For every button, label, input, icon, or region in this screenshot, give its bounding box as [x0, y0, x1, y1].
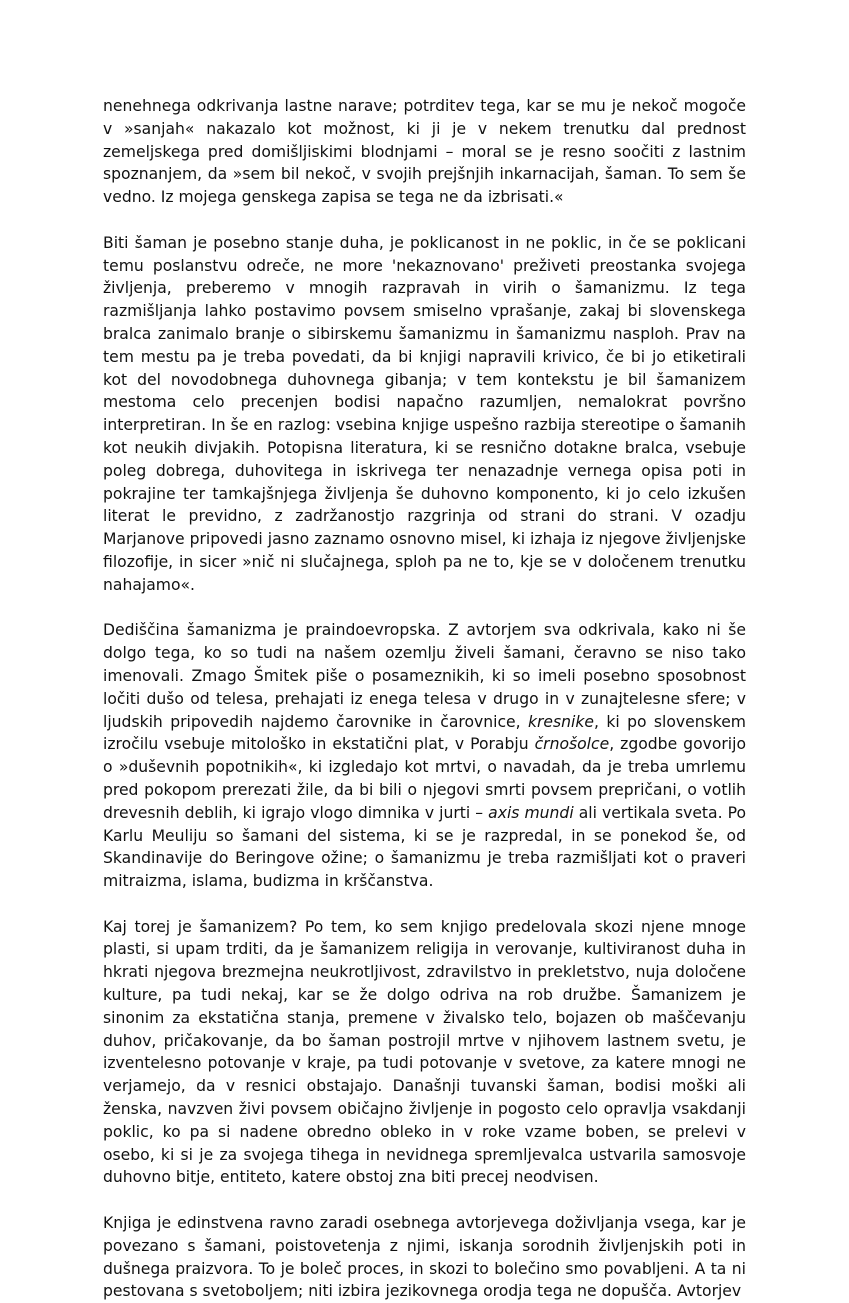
paragraph-3-text-1: Dediščina šamanizma je praindoevropska. Z avtorjem sva odkrivala, kako ni še dolgo tega, ko so tudi na našem ozemlju živeli šamani, čeravno se niso tako imenovali. Zmago Šmitek piše o posameznikih, ki so imeli posebno sposobnost ločiti dušo od telesa, prehajati iz enega telesa v drugo in v zunajtelesne sfere; v ljudskih pripovedih najdemo čarovnike in čarovnice,: [103, 621, 746, 731]
paragraph-1: [103, 95, 746, 209]
term-kresniki: kresnike: [527, 712, 594, 731]
paragraph-2: [103, 232, 746, 597]
paragraph-3-text-3: , zgodbe govorijo o »duševnih popotnikih«, ki izgledajo kot mrtvi, o navadah, da je treba umrlemu pred pokopom prerezati žile, da bi bili o njegovi smrti povsem prepričani, o votlih drevesnih deblih, ki igrajo vlogo dimnika v jurti –: [103, 735, 747, 822]
paragraph-5: [103, 1212, 746, 1303]
paragraph-1-text: nenehnega odkrivanja lastne narave; potrditev tega, kar se mu je nekoč mogoče v »sanjah« nakazalo kot možnost, ki ji je v nekem trenutku dal prednost zemeljskega pred domišljiskimi blodnjami – moral se je resno soočiti z lastnim spoznanjem, da »sem bil nekoč, v svojih prejšnjih inkarnacijah, šaman. To sem še vedno. Iz mojega genskega zapisa se tega ne da izbrisati.«: [103, 97, 746, 207]
term-axis-mundi: axis mundi: [488, 803, 574, 822]
paragraph-4-text: Kaj torej je šamanizem? Po tem, ko sem knjigo predelovala skozi njene mnoge plasti, si upam trditi, da je šamanizem religija in verovanje, kultiviranost duha in hkrati njegova brezmejna neukrotljivost, zdravilstvo in prekletstvo, nuja določene kulture, pa tudi nekaj, kar se že dolgo odriva na rob družbe. Šamanizem je sinonim za ekstatična stanja, premene v živalsko telo, bojazen ob maščevanju duhov, pričakovanje, da bo šaman postrojil mrtve v njihovem lastnem svetu, je izventelesno potovanje v kraje, pa tudi potovanje v svetove, za katere mnogi ne verjamejo, da v resnici obstajajo. Današnji tuvanski šaman, bodisi moški ali ženska, navzven živi povsem običajno življenje in pogosto celo opravlja vsakdanji poklic, ko pa si nadene obredno obleko in v roke vzame boben, se prelevi v osebo, ki si je za svojega tihega in nevidnega spremljevalca ustvarila samosvoje duhovno bitje, entiteto, katere obstoj zna biti precej neodvisen.: [103, 917, 746, 1187]
paragraph-2-text: Biti šaman je posebno stanje duha, je poklicanost in ne poklic, in če se poklicani temu poslanstvu odreče, ne more 'nekaznovano' preživeti preostanka svojega življenja, preberemo v mnogih razpravah in virih o šamanizmu. Iz tega razmišljanja lahko postavimo povsem smiselno vprašanje, zakaj bi slovenskega bralca zanimalo branje o sibirskemu šamanizmu in šamanizmu nasploh. Prav na tem mestu pa je treba povedati, da bi knjigi napravili krivico, če bi jo etiketirali kot del novodobnega duhovnega gibanja; v tem kontekstu je bil šamanizem mestoma celo precenjen bodisi napačno razumljen, nemalokrat površno interpretiran. In še en razlog: vsebina knjige uspešno razbija stereotipe o šamanih kot neukih divjakih. Potopisna literatura, ki se resnično dotakne bralca, vsebuje poleg dobrega, duhovitega in iskrivega ter nenazadnje vernega opisa poti in pokrajine ter tamkajšnjega življenja še duhovno komponento, ki jo celo izkušen literat le previdno, z zadržanostjo razgrinja od strani do strani. V ozadju Marjanove pripovedi jasno zaznamo osnovno misel, ki izhaja iz njegove življenjske filozofije, in sicer »nič ni slučajnega, sploh pa ne to, kje se v določenem trenutku nahajamo«.: [103, 233, 746, 594]
paragraph-5-text: Knjiga je edinstvena ravno zaradi osebnega avtorjevega doživljanja vsega, kar je povezano s šamani, poistovetenja z njimi, iskanja sorodnih življenjskih poti in dušnega praizvora. To je boleč proces, in skozi to bolečino smo povabljeni. A ta ni pestovana s svetoboljem; niti izbira jezikovnega orodja tega ne dopušča. Avtorjev: [103, 1214, 746, 1301]
paragraph-3-text-4: ali vertikala sveta. Po Karlu Meuliju so šamani del sistema, ki se je razpredal, in se ponekod še, od Skandinavije do Beringove ožine; o šamanizmu je treba razmišljati kot o praveri mitraizma, islama, budizma in krščanstva.: [103, 803, 746, 891]
paragraph-3: [103, 619, 746, 893]
term-crnosolci: črnošolce: [534, 735, 610, 754]
paragraph-4: [103, 916, 746, 1190]
document-page: [103, 95, 746, 1303]
paragraph-3-text-2: , ki po slovenskem izročilu vsebuje mitološko in ekstatični plat, v Porabju: [103, 712, 746, 754]
